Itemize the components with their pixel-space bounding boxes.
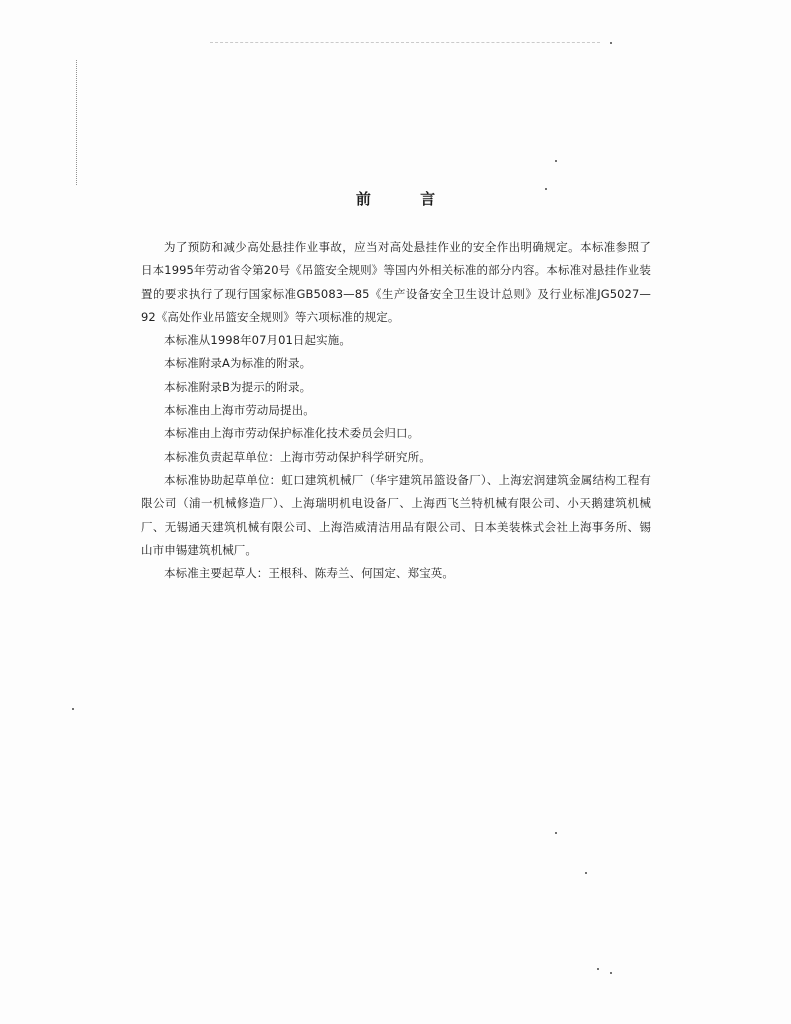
paragraph-assisting-drafters: 本标准协助起草单位：虹口建筑机械厂（华宇建筑吊篮设备厂）、上海宏润建筑金属结构工程有限公司（浦一机械修造厂）、上海瑞明机电设备厂、上海西飞兰特机械有限公司、小天鹅建筑机械厂、无锡通天建筑机械有限公司、上海浩威清洁用品有限公司、日本美装株式会社上海事务所、锡山市申锡建筑机械厂。 xyxy=(141,472,651,557)
paragraph-effective-date: 本标准从1998年07月01日起实施。 xyxy=(164,333,351,348)
scan-speck xyxy=(610,972,612,974)
scan-top-rule xyxy=(210,42,600,43)
paragraph-proposer: 本标准由上海市劳动局提出。 xyxy=(164,403,315,418)
scan-speck xyxy=(585,872,587,874)
paragraph-committee: 本标准由上海市劳动保护标准化技术委员会归口。 xyxy=(164,426,420,441)
foreword-body xyxy=(141,236,651,585)
paragraph-main-drafters: 本标准主要起草人：王根科、陈寿兰、何国定、郑宝英。 xyxy=(164,566,454,581)
scan-speck xyxy=(555,160,557,162)
paragraph-appendix-a: 本标准附录A为标准的附录。 xyxy=(164,356,312,371)
scan-speck xyxy=(72,708,74,710)
scan-speck xyxy=(555,832,557,834)
scan-speck xyxy=(610,42,612,44)
scan-margin-marks xyxy=(76,60,83,185)
paragraph-appendix-b: 本标准附录B为提示的附录。 xyxy=(164,379,312,394)
page-title: 前 言 xyxy=(355,190,458,208)
paragraph-lead-drafter: 本标准负责起草单位：上海市劳动保护科学研究所。 xyxy=(164,449,431,464)
scan-speck xyxy=(597,968,599,970)
paragraph-purpose: 为了预防和减少高处悬挂作业事故，应当对高处悬挂作业的安全作出明确规定。本标准参照了日本1995年劳动省令第20号《吊篮安全规则》等国内外相关标准的部分内容。本标准对悬挂作业装置的要求执行了现行国家标准GB5083—85《生产设备安全卫生设计总则》及行业标准JG5027—92《高处作业吊篮安全规则》等六项标准的规定。 xyxy=(141,240,651,324)
